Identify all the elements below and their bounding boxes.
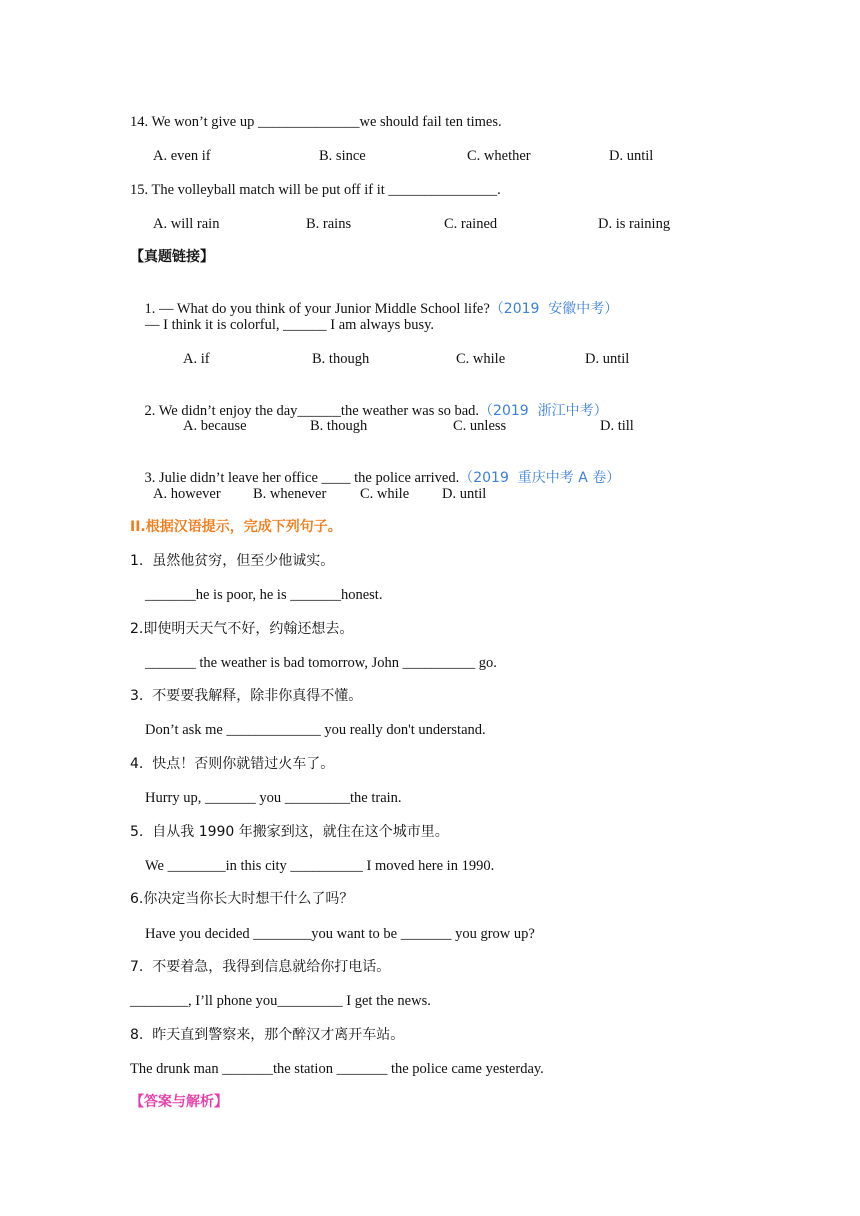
real-question-2-stem: 2. We didn’t enjoy the day______the weather was so bad. [144, 403, 480, 419]
translation-7-english: ________, I’ll phone you_________ I get the news. [130, 993, 431, 1009]
translation-3-chinese: 3. 不要要我解释，除非你真得不懂。 [130, 688, 363, 704]
question-14-option-a: A. even if [153, 148, 211, 164]
translation-5-chinese: 5. 自从我 1990 年搬家到这，就住在这个城市里。 [130, 824, 449, 840]
translation-8-chinese: 8. 昨天直到警察来，那个醉汉才离开车站。 [130, 1027, 405, 1043]
translation-8-english: The drunk man _______the station _______ the police came yesterday. [130, 1061, 544, 1077]
real-question-1-option-b: B. though [312, 351, 370, 367]
question-15-option-c: C. rained [444, 216, 498, 232]
section-heading-translation: II.根据汉语提示，完成下列句子。 [130, 519, 342, 535]
real-question-1-option-a: A. if [183, 351, 210, 367]
real-question-1-source: （2019 安徽中考） [489, 301, 619, 317]
question-14-option-c: C. whether [467, 148, 531, 164]
question-15-option-d: D. is raining [598, 216, 671, 232]
real-question-2-option-d: D. till [600, 418, 634, 434]
question-14-stem: 14. We won’t give up ______________we should fail ten times. [130, 114, 502, 130]
real-question-3-stem: 3. Julie didn’t leave her office ____ the police arrived. [144, 470, 460, 486]
question-15-option-b: B. rains [306, 216, 352, 232]
question-15-stem: 15. The volleyball match will be put off if it _______________. [130, 182, 501, 198]
translation-5-english: We ________in this city __________ I moved here in 1990. [145, 858, 495, 874]
real-question-1-stem: 1. — What do you think of your Junior Middle School life? [144, 301, 490, 317]
real-question-1-reply: — I think it is colorful, ______ I am always busy. [145, 317, 435, 333]
section-heading-answers: 【答案与解析】 [130, 1094, 228, 1110]
real-question-1-option-c: C. while [456, 351, 506, 367]
translation-7-chinese: 7. 不要着急，我得到信息就给你打电话。 [130, 959, 391, 975]
real-question-2-option-a: A. because [183, 418, 247, 434]
real-question-1-option-d: D. until [585, 351, 630, 367]
real-question-2-option-b: B. though [310, 418, 368, 434]
real-question-3-option-b: B. whenever [253, 486, 327, 502]
section-heading-real-exam: 【真题链接】 [130, 249, 214, 265]
real-question-3-option-c: C. while [360, 486, 410, 502]
translation-2-chinese: 2.即使明天天气不好，约翰还想去。 [130, 621, 354, 637]
real-question-3-option-d: D. until [442, 486, 487, 502]
translation-3-english: Don’t ask me _____________ you really don't understand. [145, 722, 486, 738]
real-question-3-source: （2019 重庆中考 A 卷） [459, 470, 621, 486]
question-15-option-a: A. will rain [153, 216, 220, 232]
real-question-2-option-c: C. unless [453, 418, 507, 434]
translation-4-chinese: 4. 快点！否则你就错过火车了。 [130, 756, 335, 772]
question-14-option-d: D. until [609, 148, 654, 164]
translation-4-english: Hurry up, _______ you _________the train. [145, 790, 402, 806]
translation-1-english: _______he is poor, he is _______honest. [145, 587, 383, 603]
real-question-3-option-a: A. however [153, 486, 221, 502]
question-14-option-b: B. since [319, 148, 366, 164]
translation-2-english: _______ the weather is bad tomorrow, John __________ go. [145, 655, 497, 671]
translation-6-chinese: 6.你决定当你长大时想干什么了吗？ [130, 891, 354, 907]
translation-1-chinese: 1. 虽然他贫穷，但至少他诚实。 [130, 553, 335, 569]
real-question-2-source: （2019 浙江中考） [479, 403, 608, 419]
translation-6-english: Have you decided ________you want to be _______ you grow up? [145, 926, 535, 942]
